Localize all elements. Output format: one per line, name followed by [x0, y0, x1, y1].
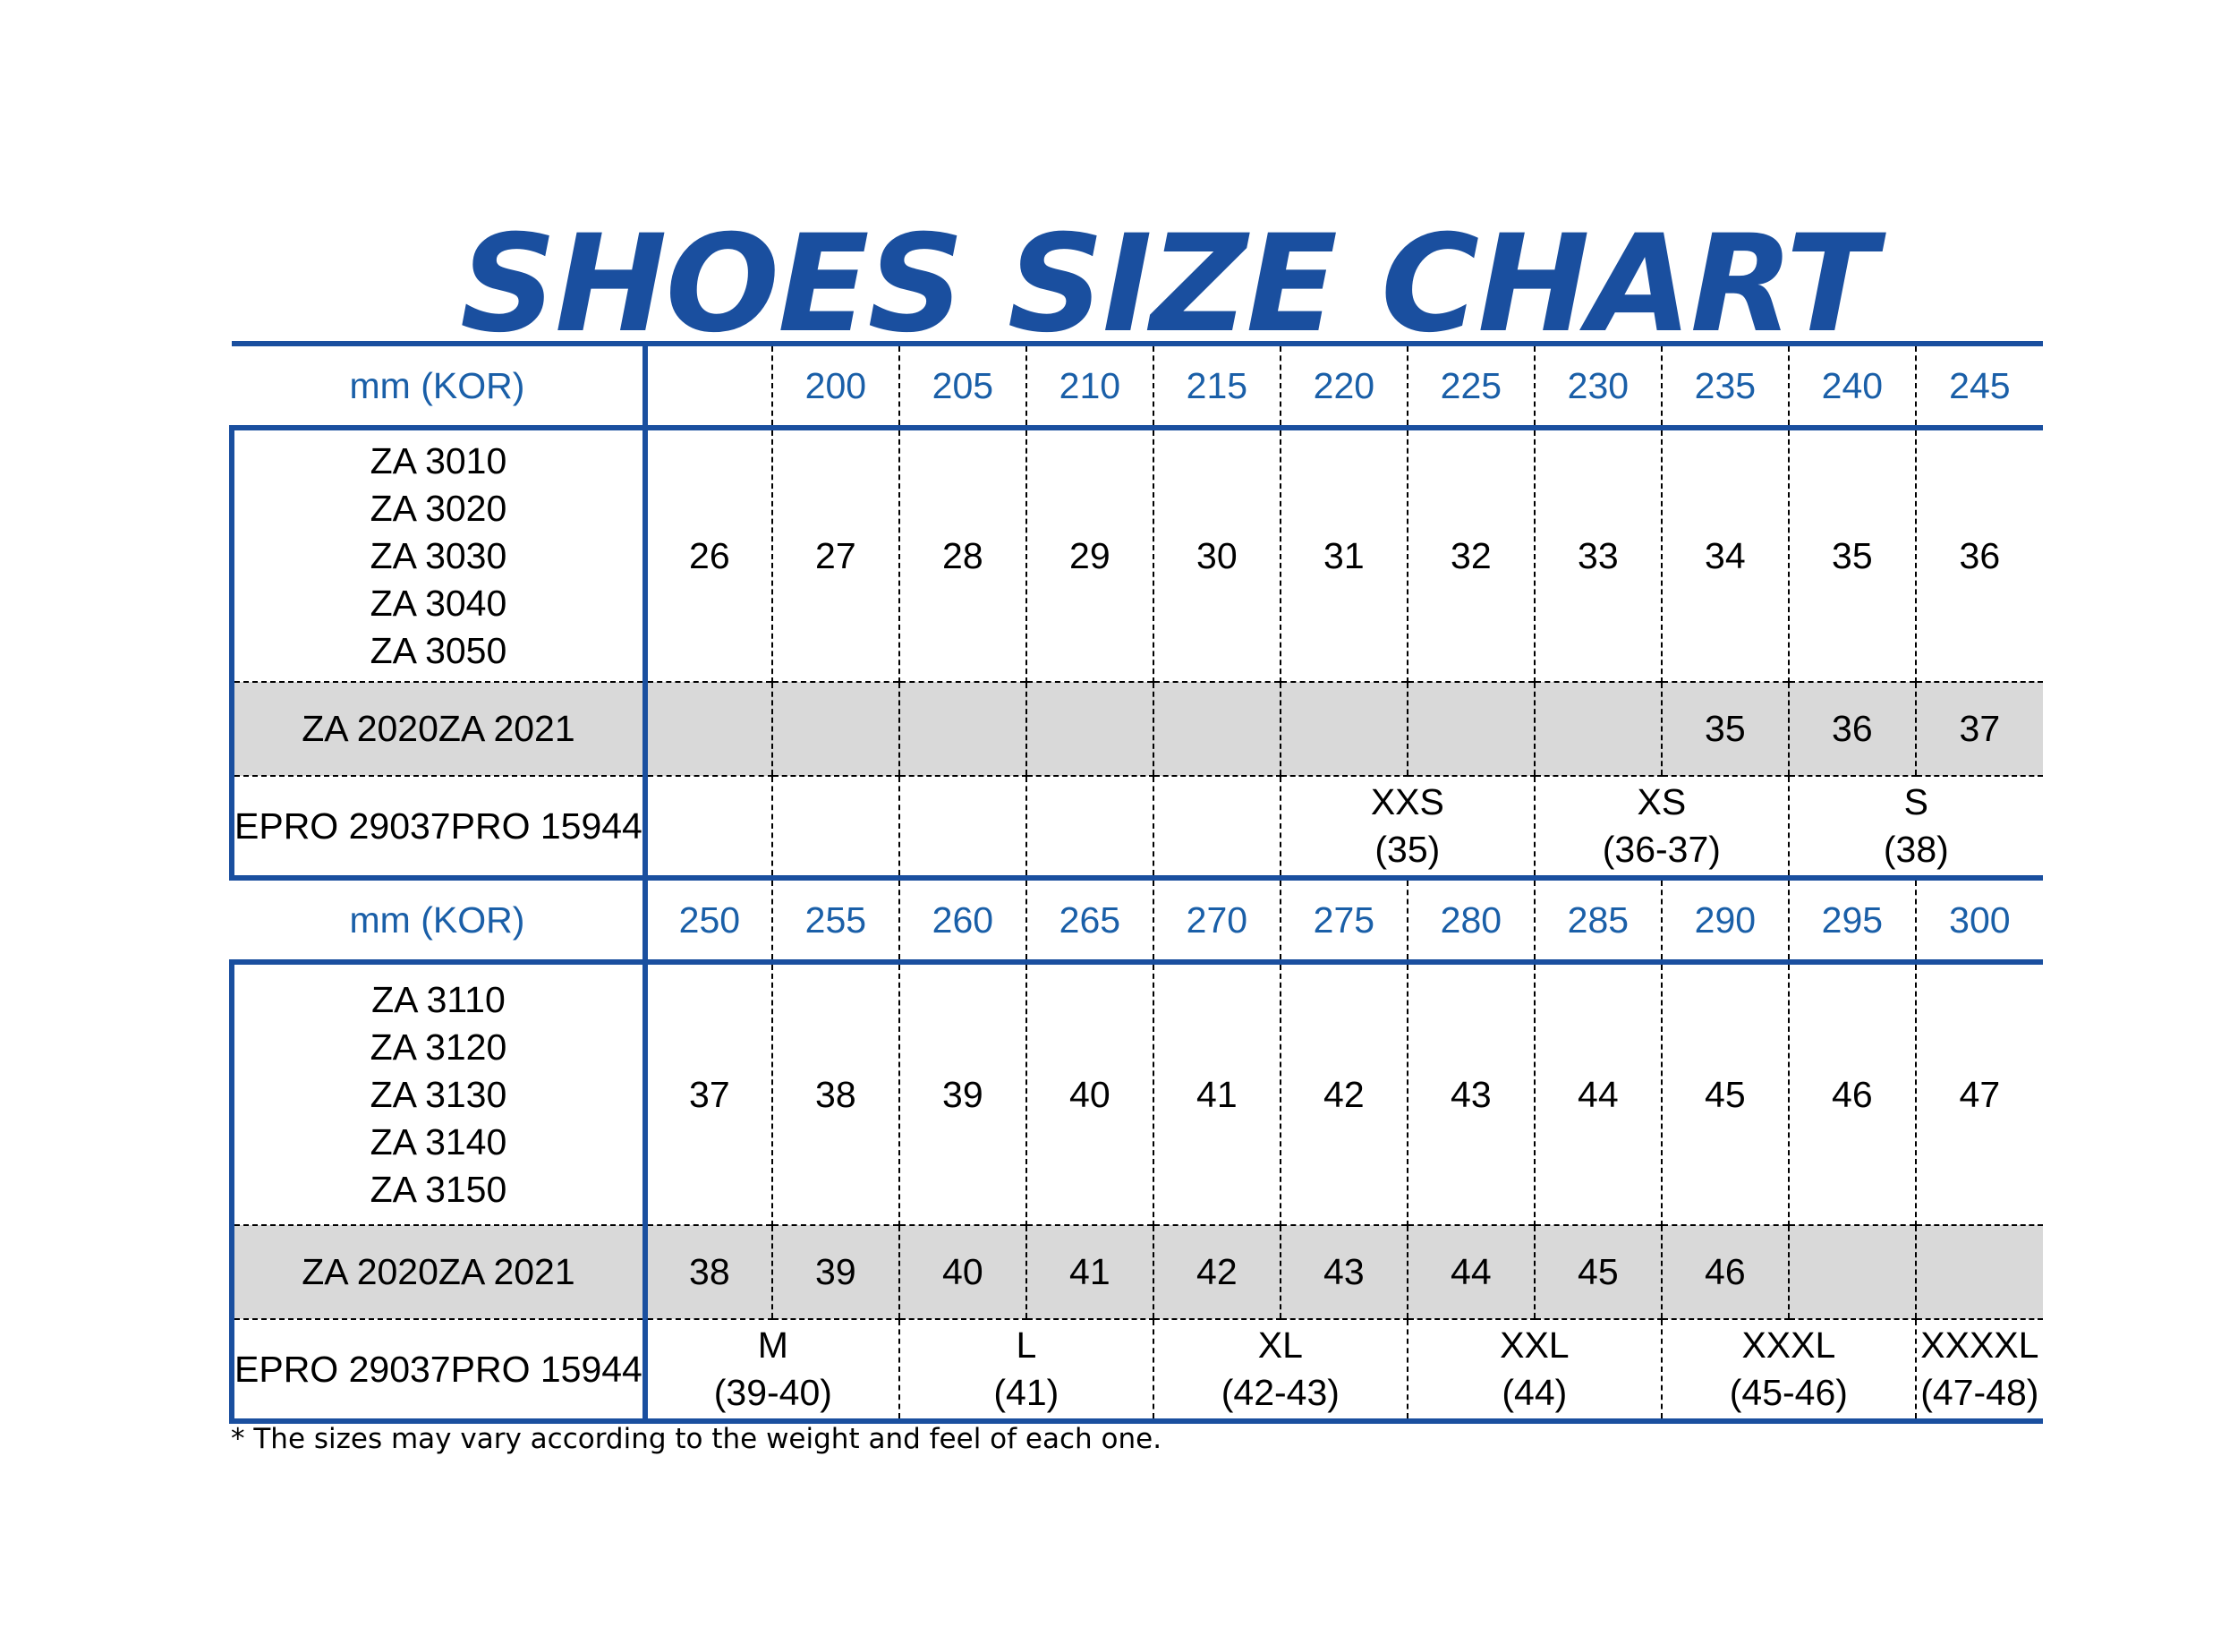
mm-size-cell: 230: [1535, 344, 1662, 428]
letter-size-cell: [1026, 776, 1153, 878]
eu-size-cell: [772, 682, 899, 776]
model-name: ZA 3010: [370, 439, 507, 481]
mm-size-cell: 270: [1153, 878, 1281, 962]
letter-size-cell: [645, 1319, 899, 1421]
model-name: ZA 3140: [370, 1120, 507, 1162]
model-name: PRO 15944: [450, 805, 642, 847]
letter-size-row: [232, 776, 2043, 878]
eu-size-cell: 44: [1408, 1225, 1535, 1319]
model-label: [232, 428, 645, 682]
eu-size-cell: [1026, 682, 1153, 776]
mm-size-cell: 250: [645, 878, 772, 962]
letter-size-cell: [772, 776, 899, 878]
letter-size-eu: (35): [1374, 829, 1441, 870]
letter-size: XXXXL: [1920, 1324, 2039, 1366]
model-name: ZA 3030: [370, 534, 507, 576]
footnote: * The sizes may vary according to the weight and feel of each one.: [231, 1423, 1162, 1455]
eu-size-cell: 28: [899, 428, 1026, 682]
eu-size-cell: 43: [1281, 1225, 1408, 1319]
mm-size-cell: 255: [772, 878, 899, 962]
eu-size-cell: 45: [1662, 962, 1789, 1225]
letter-size-eu: (36-37): [1602, 829, 1721, 870]
eu-size-cell: 44: [1535, 962, 1662, 1225]
mm-size-cell: 205: [899, 344, 1026, 428]
mm-size-cell: 260: [899, 878, 1026, 962]
mm-size-cell: 220: [1281, 344, 1408, 428]
mm-size-cell: 295: [1789, 878, 1916, 962]
model-name: ZA 3110: [371, 978, 506, 1020]
letter-size-eu: (39-40): [713, 1372, 832, 1413]
mm-size-cell: 245: [1916, 344, 2043, 428]
letter-size-cell: [1916, 1319, 2043, 1421]
letter-size-eu: (42-43): [1221, 1372, 1340, 1413]
eu-size-cell: [899, 682, 1026, 776]
letter-size-cell: [1662, 1319, 1916, 1421]
eu-size-cell: 39: [899, 962, 1026, 1225]
letter-size: XXS: [1370, 781, 1444, 822]
model-row: [232, 962, 2043, 1225]
header-label: mm (KOR): [232, 878, 645, 962]
model-name: ZA 3120: [370, 1026, 507, 1068]
model-label: [232, 962, 645, 1225]
eu-size-cell: 43: [1408, 962, 1535, 1225]
eu-size-cell: 35: [1789, 428, 1916, 682]
mm-size-cell: [645, 344, 772, 428]
letter-size-cell: [1408, 1319, 1662, 1421]
gray-row: [232, 1225, 2043, 1319]
eu-size-cell: 40: [1026, 962, 1153, 1225]
mm-size-cell: 290: [1662, 878, 1789, 962]
model-label: [232, 682, 645, 776]
letter-size: M: [757, 1324, 788, 1366]
letter-size-eu: (45-46): [1729, 1372, 1848, 1413]
model-label: [232, 1319, 645, 1421]
eu-size-cell: 37: [1916, 682, 2043, 776]
letter-size-eu: (47-48): [1920, 1372, 2039, 1413]
model-name: ZA 3150: [370, 1168, 507, 1210]
header-label: mm (KOR): [232, 344, 645, 428]
eu-size-cell: 36: [1789, 682, 1916, 776]
eu-size-cell: 46: [1789, 962, 1916, 1225]
mm-size-cell: 280: [1408, 878, 1535, 962]
eu-size-cell: 33: [1535, 428, 1662, 682]
eu-size-cell: 41: [1153, 962, 1281, 1225]
letter-size-cell: [1153, 776, 1281, 878]
eu-size-cell: 36: [1916, 428, 2043, 682]
letter-size: XL: [1257, 1324, 1303, 1366]
letter-size-eu: (38): [1883, 829, 1949, 870]
model-name: ZA 2020: [302, 1251, 438, 1292]
letter-size: L: [1016, 1324, 1037, 1366]
model-name: ZA 2020: [302, 708, 438, 749]
eu-size-cell: [1281, 682, 1408, 776]
eu-size-cell: 27: [772, 428, 899, 682]
model-label: [232, 1225, 645, 1319]
eu-size-cell: 29: [1026, 428, 1153, 682]
eu-size-cell: 45: [1535, 1225, 1662, 1319]
letter-size-row: [232, 1319, 2043, 1421]
eu-size-cell: 34: [1662, 428, 1789, 682]
mm-size-cell: 200: [772, 344, 899, 428]
letter-size-cell: [1789, 776, 2043, 878]
letter-size-eu: (41): [993, 1372, 1059, 1413]
eu-size-cell: 32: [1408, 428, 1535, 682]
eu-size-cell: 38: [645, 1225, 772, 1319]
mm-size-cell: 265: [1026, 878, 1153, 962]
eu-size-cell: [1153, 682, 1281, 776]
eu-size-cell: [1789, 1225, 1916, 1319]
letter-size: XXL: [1500, 1324, 1570, 1366]
letter-size-eu: (44): [1502, 1372, 1568, 1413]
gray-row: [232, 682, 2043, 776]
eu-size-cell: 26: [645, 428, 772, 682]
model-name: ZA 3020: [370, 487, 507, 529]
eu-size-cell: 40: [899, 1225, 1026, 1319]
letter-size-cell: [645, 776, 772, 878]
mm-size-cell: 240: [1789, 344, 1916, 428]
model-row: [232, 428, 2043, 682]
eu-size-cell: 42: [1281, 962, 1408, 1225]
mm-size-cell: 275: [1281, 878, 1408, 962]
letter-size: XS: [1637, 781, 1687, 822]
eu-size-cell: 39: [772, 1225, 899, 1319]
mm-size-cell: 225: [1408, 344, 1535, 428]
eu-size-cell: 46: [1662, 1225, 1789, 1319]
letter-size: S: [1903, 781, 1929, 822]
letter-size-cell: [1153, 1319, 1408, 1421]
mm-size-cell: 300: [1916, 878, 2043, 962]
model-name: ZA 2021: [438, 1251, 575, 1292]
eu-size-cell: 41: [1026, 1225, 1153, 1319]
eu-size-cell: [1916, 1225, 2043, 1319]
letter-size-cell: [1281, 776, 1535, 878]
model-name: PRO 15944: [450, 1348, 642, 1390]
eu-size-cell: [1535, 682, 1662, 776]
model-name: ZA 3040: [370, 582, 507, 624]
eu-size-cell: 47: [1916, 962, 2043, 1225]
letter-size: XXXL: [1741, 1324, 1836, 1366]
model-name: EPRO 29037: [234, 805, 451, 847]
letter-size-cell: [899, 776, 1026, 878]
model-name: ZA 3130: [370, 1073, 507, 1115]
eu-size-cell: [1408, 682, 1535, 776]
mm-size-cell: 235: [1662, 344, 1789, 428]
eu-size-cell: 31: [1281, 428, 1408, 682]
eu-size-cell: 38: [772, 962, 899, 1225]
eu-size-cell: 30: [1153, 428, 1281, 682]
eu-size-cell: [645, 682, 772, 776]
page-title: SHOES SIZE CHART: [460, 207, 1876, 362]
model-name: ZA 3050: [370, 629, 507, 671]
model-name: ZA 2021: [438, 708, 575, 749]
mm-size-cell: 285: [1535, 878, 1662, 962]
eu-size-cell: 35: [1662, 682, 1789, 776]
header-row: [232, 344, 2043, 428]
header-row: [232, 878, 2043, 962]
eu-size-cell: 42: [1153, 1225, 1281, 1319]
letter-size-cell: [899, 1319, 1153, 1421]
mm-size-cell: 210: [1026, 344, 1153, 428]
model-label: [232, 776, 645, 878]
eu-size-cell: 37: [645, 962, 772, 1225]
mm-size-cell: 215: [1153, 344, 1281, 428]
size-chart-table: [229, 341, 2043, 1424]
model-name: EPRO 29037: [234, 1348, 451, 1390]
letter-size-cell: [1535, 776, 1789, 878]
